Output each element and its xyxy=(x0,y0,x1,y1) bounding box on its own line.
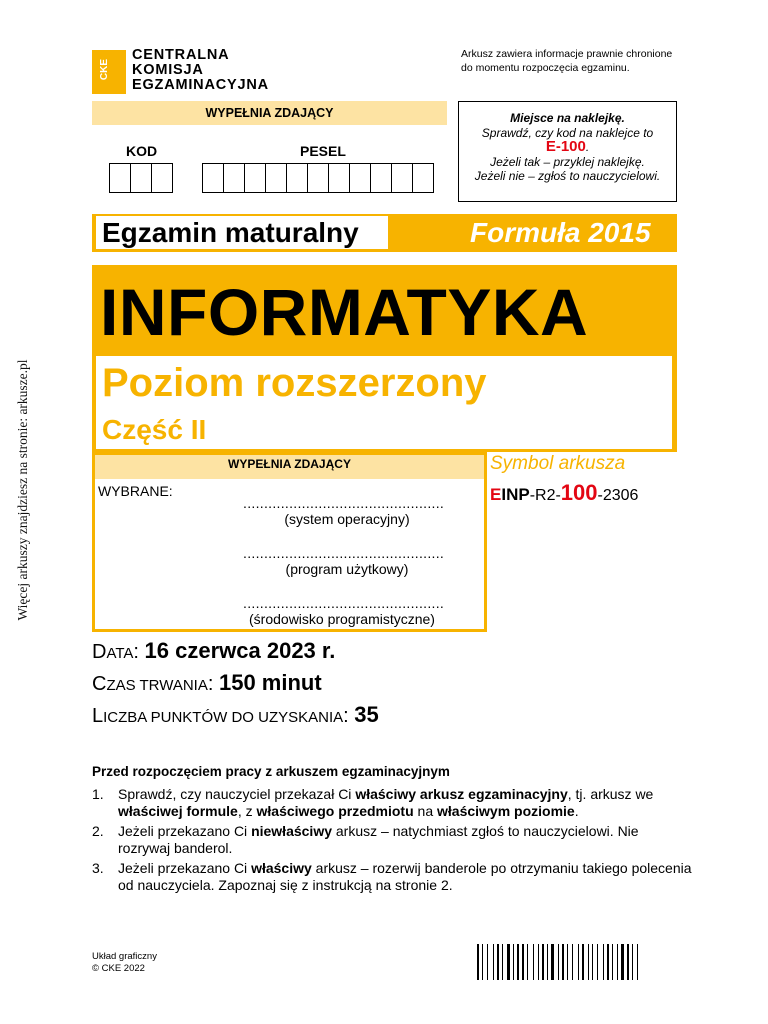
date-row: DATA: 16 czerwca 2023 r. xyxy=(92,638,336,663)
choice-line-program[interactable]: ................................................ xyxy=(243,545,445,561)
barcode-bar xyxy=(527,944,528,980)
barcode-bar xyxy=(588,944,589,980)
barcode-bar xyxy=(621,944,624,980)
date-value: 16 czerwca 2023 r. xyxy=(144,638,336,663)
symbol-code: EINP-R2-100-2306 xyxy=(490,480,639,505)
kod-box[interactable] xyxy=(131,163,152,193)
instruction-item: 1. Sprawdź, czy nauczyciel przekazał Ci właściwy arkusz egzaminacyjny, tj. arkusz we właściwej formule, z właściwego przedmiotu na właściwym poziomie. xyxy=(92,786,654,819)
barcode-bar xyxy=(487,944,488,980)
kod-box[interactable] xyxy=(152,163,173,193)
barcode-bar xyxy=(567,944,568,980)
barcode-bar xyxy=(603,944,604,980)
barcode-bar xyxy=(502,944,503,980)
kod-label: KOD xyxy=(126,143,158,159)
barcode-bar xyxy=(477,944,479,980)
barcode-bar xyxy=(551,944,554,980)
wybrane-label: WYBRANE: xyxy=(98,483,173,499)
pesel-box[interactable] xyxy=(287,163,308,193)
sticker-code: E-100 xyxy=(545,138,586,155)
barcode-bar xyxy=(637,944,638,980)
sticker-title: Miejsce na naklejkę. xyxy=(510,111,625,125)
symbol-label: Symbol arkusza xyxy=(490,453,626,474)
barcode-bar xyxy=(572,944,573,980)
instruction-item: 3. Jeżeli przekazano Ci właściwy arkusz – rozerwij banderole po otrzymaniu takiego polecenia od nauczyciela. Zapoznaj się z instrukcją na stronie 2. xyxy=(92,860,692,893)
barcode-bar xyxy=(482,944,483,980)
footer: Układ graficzny © CKE 2022 xyxy=(92,951,157,974)
fill-band-mid: WYPEŁNIA ZDAJĄCY xyxy=(95,455,484,479)
exam-title: Egzamin maturalny xyxy=(96,216,388,249)
choice-line-system[interactable]: ................................................ xyxy=(243,495,445,511)
pesel-box[interactable] xyxy=(202,163,224,193)
pesel-label: PESEL xyxy=(300,143,346,159)
cke-logo-text: CENTRALNA KOMISJA EGZAMINACYJNA xyxy=(132,47,269,93)
choice-caption-program: (program użytkowy) xyxy=(285,561,409,577)
kod-box[interactable] xyxy=(109,163,131,193)
barcode-bar xyxy=(607,944,609,980)
cke-logo-mark: CKE xyxy=(92,50,126,94)
barcode-bar xyxy=(632,944,633,980)
barcode-bar xyxy=(578,944,579,980)
duration-value: 150 minut xyxy=(218,670,322,695)
barcode-bar xyxy=(592,944,593,980)
subject-title: INFORMATYKA xyxy=(100,275,589,349)
barcode-bar xyxy=(547,944,548,980)
pesel-box[interactable] xyxy=(266,163,287,193)
pesel-box[interactable] xyxy=(308,163,329,193)
pesel-box[interactable] xyxy=(350,163,371,193)
barcode-bar xyxy=(517,944,519,980)
barcode-bar xyxy=(558,944,559,980)
kod-boxes[interactable] xyxy=(109,163,173,193)
legal-notice: Arkusz zawiera informacje prawnie chronione do momentu rozpoczęcia egzaminu. xyxy=(461,48,673,74)
barcode-bar xyxy=(493,944,494,980)
barcode-bar xyxy=(612,944,613,980)
instructions-heading: Przed rozpoczęciem pracy z arkuszem egzaminacyjnym xyxy=(92,764,450,779)
barcode-bar xyxy=(522,944,524,980)
choice-caption-environment: (środowisko programistyczne) xyxy=(249,611,435,627)
points-value: 35 xyxy=(354,702,379,727)
barcode-bar xyxy=(582,944,584,980)
barcode-bar xyxy=(562,944,564,980)
choice-line-environment[interactable]: ................................................ xyxy=(243,595,445,611)
barcode-bar xyxy=(533,944,534,980)
sticker-line2: Jeżeli tak – przyklej naklejkę. xyxy=(490,154,645,169)
barcode-bar xyxy=(513,944,514,980)
pesel-box[interactable] xyxy=(329,163,350,193)
points-row: LICZBA PUNKTÓW DO UZYSKANIA: 35 xyxy=(92,702,379,727)
pesel-box[interactable] xyxy=(392,163,413,193)
pesel-boxes[interactable] xyxy=(202,163,434,193)
pesel-box[interactable] xyxy=(413,163,434,193)
barcode-bar xyxy=(538,944,539,980)
sticker-line3: Jeżeli nie – zgłoś to nauczycielowi. xyxy=(474,169,661,183)
side-note-text: Więcej arkuszy znajdziesz na stronie: arkusze.pl xyxy=(15,359,30,621)
barcode-bar xyxy=(497,944,499,980)
level-title: Poziom rozszerzony xyxy=(102,361,487,405)
formula-label: Formuła 2015 xyxy=(470,217,651,248)
sticker-line1: Sprawdź, czy kod na naklejce to xyxy=(481,125,654,140)
barcode-bar xyxy=(617,944,618,980)
side-note xyxy=(8,300,38,680)
choice-caption-system: (system operacyjny) xyxy=(284,511,410,527)
pesel-box[interactable] xyxy=(245,163,266,193)
instructions-list xyxy=(92,786,692,897)
duration-row: CZAS TRWANIA: 150 minut xyxy=(92,670,322,695)
barcode-bar xyxy=(507,944,510,980)
barcode-bar xyxy=(542,944,544,980)
pesel-box[interactable] xyxy=(224,163,245,193)
instruction-item: 2. Jeżeli przekazano Ci niewłaściwy arkusz – natychmiast zgłoś to nauczycielowi. Nie rozrywaj banderol. xyxy=(92,823,639,856)
barcode-bar xyxy=(597,944,598,980)
part-title: Część II xyxy=(102,414,207,445)
pesel-box[interactable] xyxy=(371,163,392,193)
barcode xyxy=(477,944,677,980)
fill-band-top: WYPEŁNIA ZDAJĄCY xyxy=(92,101,447,125)
sticker-area: Miejsce na naklejkę. Sprawdź, czy kod na naklejce to E-100. Jeżeli tak – przyklej naklejkę. Jeżeli nie – zgłoś to nauczycielowi. xyxy=(458,101,677,202)
barcode-bar xyxy=(627,944,629,980)
